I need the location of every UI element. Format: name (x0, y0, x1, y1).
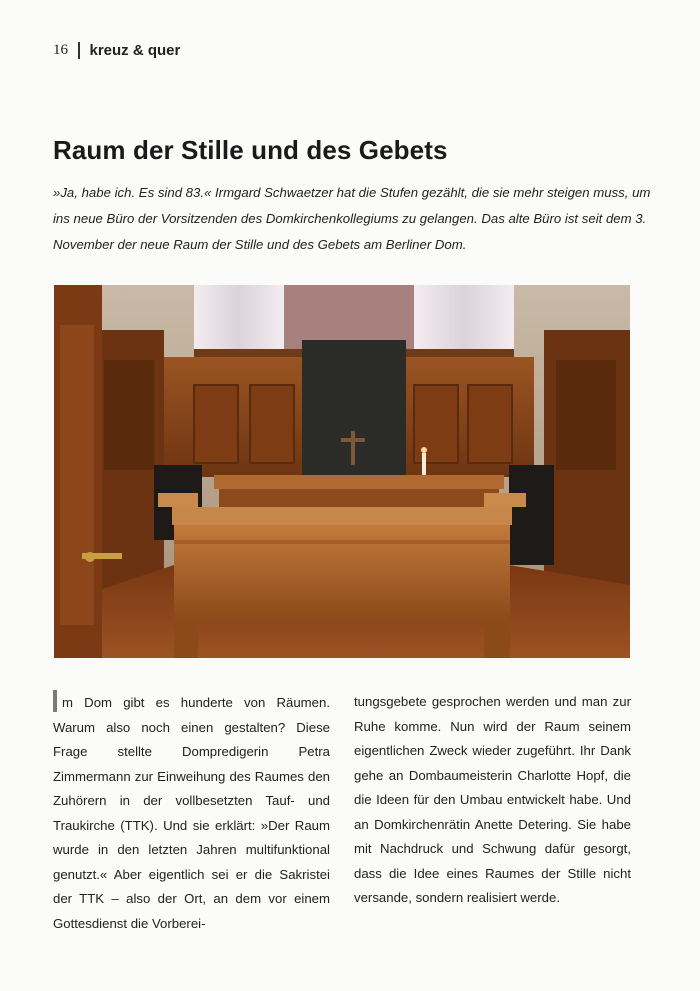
rear-bench-top (214, 475, 504, 489)
running-head (53, 42, 180, 59)
cross-bar (341, 438, 365, 442)
right-window-curtain (414, 285, 514, 355)
cross-icon (351, 431, 355, 465)
article-title: Raum der Stille und des Gebets (53, 135, 448, 165)
panel (250, 385, 294, 463)
front-bench-front (174, 525, 510, 620)
candle-flame (421, 447, 427, 453)
front-bench-top (172, 507, 512, 525)
body-text-left: m Dom gibt es hunderte von Räumen. Warum also noch einen gestalten? Diese Frage stellte Dompredigerin Petra Zimmermann zur Einweihung des Raumes den Zuhörern in der vollbesetzten Tauf- und Traukirche (TTK). Und sie erklärt: »Der Raum wurde in den letzten Jahren multifunktional genutzt.« Aber eigentlich sei er die Sakristei der TTK – also der Ort, an dem vor einem Gottesdienst die Vorberei- (53, 695, 330, 931)
article-lede: »Ja, habe ich. Es sind 83.« Irmgard Schwaetzer hat die Stufen gezählt, die sie mehr steigen muss, um ins neue Büro der Vorsitzenden des Domkirchenkollegiums zu gelangen. Das alte Büro ist seit dem 3. November der neue Raum der Stille und des Gebets am Berliner Dom. (53, 185, 651, 252)
bench-rail (174, 540, 510, 544)
panel (468, 385, 512, 463)
cabinet-panel (556, 360, 616, 470)
header-divider (78, 42, 80, 59)
article-photo (54, 285, 630, 658)
body-column-right (354, 690, 631, 911)
panel (194, 385, 238, 463)
bench-leg (174, 620, 198, 658)
door-lever (82, 553, 122, 559)
body-text-right: tungsgebete gesprochen werden und man zur Ruhe komme. Nun wird der Raum seinem eigentlichen Zweck wieder zugeführt. Ihr Dank gehe an Dombaumeisterin Charlotte Hopf, die die Ideen für den Umbau entwickelt habe. Und an Domkirchenrätin Anette Detering. Sie habe mit Nachdruck und Schwung dafür gesorgt, dass die Idee eines Raumes der Stille nicht versande, sondern realisiert werde. (354, 694, 631, 905)
page-number: 16 (53, 42, 68, 58)
bench-leg (484, 620, 510, 658)
door-panel (60, 325, 94, 625)
candle-icon (422, 453, 426, 475)
bench-arm (158, 493, 198, 507)
bench-arm (484, 493, 526, 507)
cabinet-panel (104, 360, 154, 470)
initial-marker (53, 690, 57, 712)
right-stand (509, 465, 554, 565)
section-name: kreuz & quer (89, 42, 181, 59)
panel (414, 385, 458, 463)
body-column-left (53, 690, 330, 936)
left-window-curtain (194, 285, 284, 355)
